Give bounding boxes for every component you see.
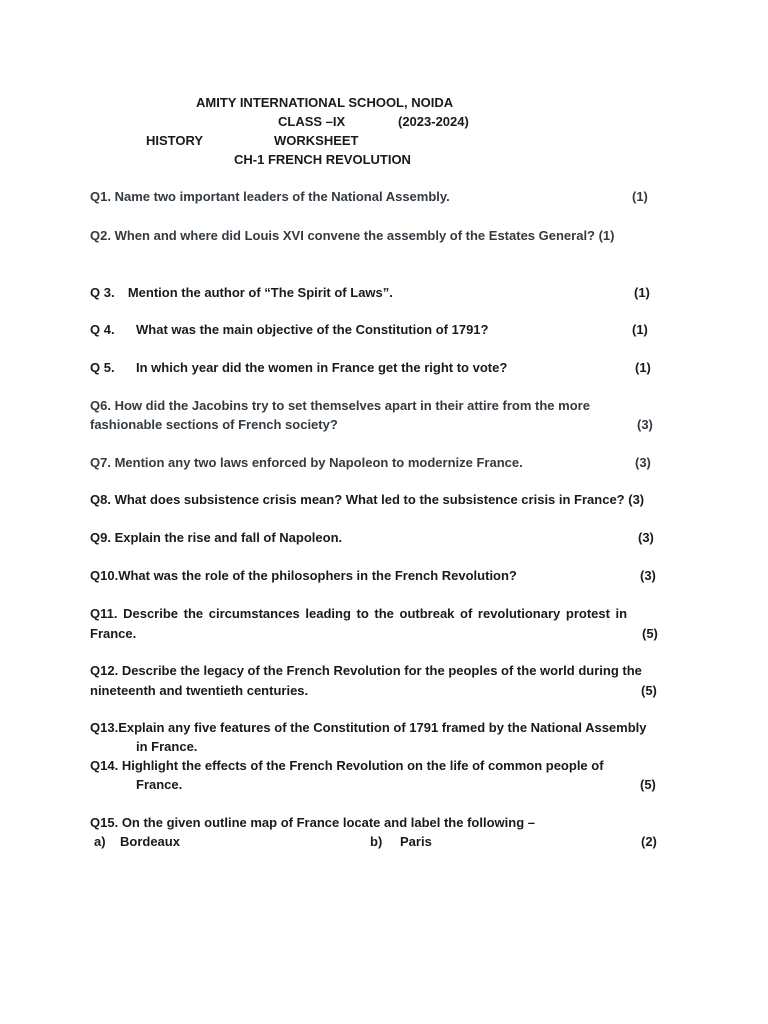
question-2	[90, 228, 615, 244]
question-text: Name two important leaders of the National Assembly.	[114, 189, 450, 204]
question-text: What was the role of the philosophers in the French Revolution?	[118, 568, 517, 583]
subject-label: HISTORY	[146, 133, 204, 148]
question-number: Q11.	[90, 606, 118, 621]
question-number: Q1.	[90, 189, 111, 204]
question-text: Mention any two laws enforced by Napoleon to modernize France.	[114, 455, 523, 470]
question-text: When and where did Louis XVI convene the assembly of the Estates General? (1)	[114, 228, 615, 243]
worksheet-label: WORKSHEET	[274, 133, 359, 148]
question-marks: (1)	[634, 285, 650, 300]
question-marks: (3)	[640, 568, 656, 583]
question-marks: (3)	[638, 530, 654, 545]
question-6	[90, 398, 590, 414]
question-text: In which year did the women in France get the right to vote?	[136, 360, 508, 375]
question-text: Explain the rise and fall of Napoleon.	[114, 530, 343, 545]
question-text: Mention the author of “The Spirit of Laws”.	[127, 285, 393, 300]
question-3	[90, 285, 393, 301]
question-marks: (5)	[641, 683, 657, 698]
question-text: What was the main objective of the Constitution of 1791?	[136, 322, 489, 337]
question-marks: (5)	[640, 777, 656, 792]
question-marks: (3)	[635, 455, 651, 470]
question-number: Q 3.	[90, 285, 115, 300]
map-item-a-label: a)	[94, 834, 106, 849]
question-marks: (2)	[641, 834, 657, 849]
question-marks: (1)	[632, 322, 648, 337]
question-text: What does subsistence crisis mean? What led to the subsistence crisis in France? (3)	[114, 492, 645, 507]
question-text-continued: nineteenth and twentieth centuries.	[90, 683, 309, 698]
question-text: Describe the legacy of the French Revolution for the peoples of the world during the	[121, 663, 642, 678]
map-item-a-text: Bordeaux	[120, 834, 180, 849]
question-text: Explain any five features of the Constitution of 1791 framed by the National Assembly	[118, 720, 647, 735]
map-item-b-label: b)	[370, 834, 383, 849]
question-text: How did the Jacobins try to set themselves apart in their attire from the more	[114, 398, 590, 413]
question-15	[90, 815, 535, 831]
question-marks: (1)	[632, 189, 648, 204]
question-text-continued: France.	[136, 777, 183, 792]
session-label: (2023-2024)	[398, 114, 469, 129]
question-13	[90, 720, 647, 736]
question-number: Q9.	[90, 530, 111, 545]
question-number: Q12.	[90, 663, 119, 678]
question-number: Q 4.	[90, 322, 115, 337]
question-14	[90, 758, 604, 774]
question-9	[90, 530, 342, 546]
question-number: Q8.	[90, 492, 111, 507]
question-marks: (3)	[637, 417, 653, 432]
question-11	[90, 606, 627, 622]
question-text: On the given outline map of France locate and label the following –	[121, 815, 535, 830]
question-text-continued: in France.	[136, 739, 198, 754]
question-number: Q10.	[90, 568, 119, 583]
question-1	[90, 189, 450, 205]
question-number: Q2.	[90, 228, 111, 243]
class-label: CLASS –IX	[278, 114, 346, 129]
question-12	[90, 663, 642, 679]
question-marks: (1)	[635, 360, 651, 375]
question-number: Q6.	[90, 398, 111, 413]
question-7	[90, 455, 523, 471]
question-text-continued: fashionable sections of French society?	[90, 417, 338, 432]
question-number: Q7.	[90, 455, 111, 470]
question-text: Describe the circumstances leading to the outbreak of revolutionary protest in	[123, 606, 628, 621]
question-number: Q13.	[90, 720, 119, 735]
question-number: Q14.	[90, 758, 119, 773]
question-number: Q15.	[90, 815, 119, 830]
chapter-title: CH-1 FRENCH REVOLUTION	[234, 152, 411, 167]
question-8	[90, 492, 644, 508]
map-item-b-text: Paris	[400, 834, 432, 849]
question-5	[90, 360, 115, 376]
question-text: Highlight the effects of the French Revolution on the life of common people of	[121, 758, 604, 773]
question-10	[90, 568, 517, 584]
question-number: Q 5.	[90, 360, 115, 375]
question-4	[90, 322, 115, 338]
question-marks: (5)	[642, 626, 658, 641]
school-name: AMITY INTERNATIONAL SCHOOL, NOIDA	[196, 95, 454, 110]
question-text-continued: France.	[90, 626, 137, 641]
